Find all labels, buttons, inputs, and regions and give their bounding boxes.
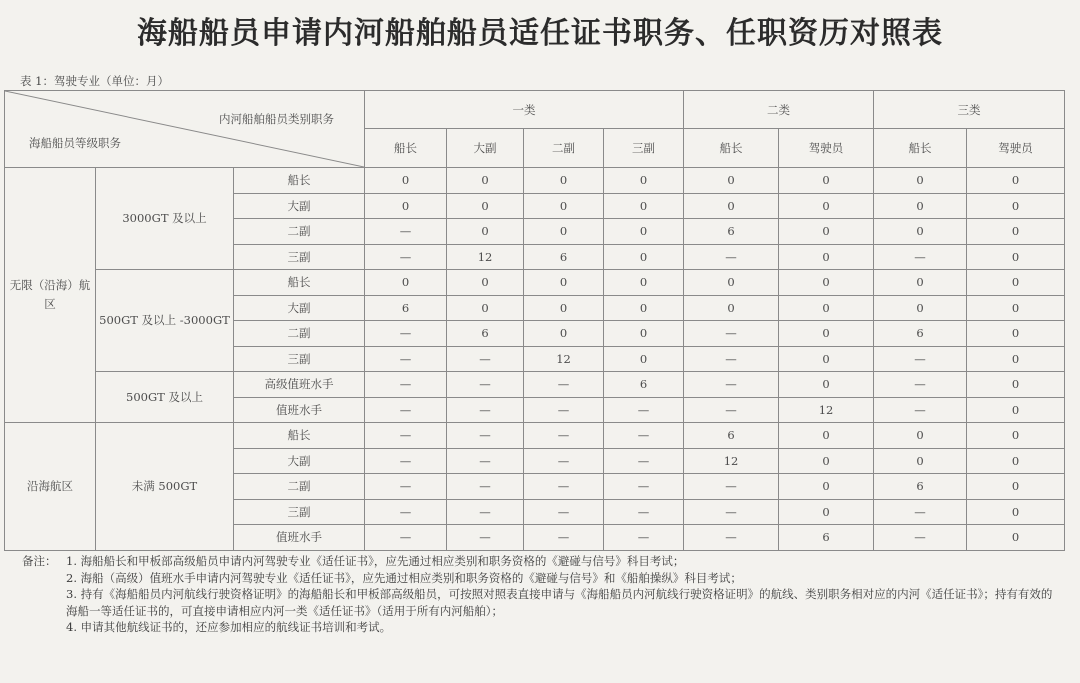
sub-header: 大副	[447, 129, 524, 168]
value-cell: —	[524, 423, 604, 449]
value-cell: 0	[967, 525, 1065, 551]
rank-cell: 船长	[234, 270, 365, 296]
value-cell: 0	[684, 270, 779, 296]
rank-cell: 大副	[234, 193, 365, 219]
value-cell: —	[365, 499, 447, 525]
area-cell: 沿海航区	[5, 423, 96, 551]
value-cell: 0	[524, 193, 604, 219]
value-cell: 0	[967, 270, 1065, 296]
table-row	[5, 372, 1065, 398]
value-cell: 0	[779, 270, 874, 296]
value-cell: 0	[874, 219, 967, 245]
value-cell: 0	[447, 219, 524, 245]
value-cell: 0	[524, 270, 604, 296]
value-cell: —	[365, 244, 447, 270]
value-cell: 0	[779, 372, 874, 398]
value-cell: 0	[779, 295, 874, 321]
value-cell: 0	[874, 193, 967, 219]
value-cell: —	[447, 397, 524, 423]
notes-lead: 备注：	[22, 554, 57, 568]
comparison-table	[4, 90, 1065, 551]
value-cell: —	[604, 397, 684, 423]
value-cell: 6	[874, 474, 967, 500]
value-cell: 0	[684, 193, 779, 219]
value-cell: 0	[604, 270, 684, 296]
value-cell: 0	[524, 321, 604, 347]
value-cell: 0	[779, 244, 874, 270]
value-cell: 0	[447, 193, 524, 219]
value-cell: 0	[779, 321, 874, 347]
value-cell: 0	[967, 346, 1065, 372]
value-cell: 0	[604, 295, 684, 321]
value-cell: —	[684, 525, 779, 551]
diagonal-header-cell	[5, 91, 365, 168]
note-item	[22, 570, 1062, 587]
value-cell: 0	[365, 193, 447, 219]
value-cell: 0	[779, 168, 874, 194]
value-cell: —	[524, 448, 604, 474]
note-text: 2. 海船（高级）值班水手申请内河驾驶专业《适任证书》，应先通过相应类别和职务资格的《避碰与信号》和《船舶操纵》科目考试；	[66, 570, 742, 585]
value-cell: —	[604, 448, 684, 474]
value-cell: —	[684, 321, 779, 347]
rank-cell: 二副	[234, 321, 365, 347]
value-cell: —	[684, 474, 779, 500]
value-cell: 6	[684, 423, 779, 449]
header-row-groups	[5, 91, 1065, 129]
value-cell: —	[684, 397, 779, 423]
value-cell: 0	[779, 219, 874, 245]
value-cell: 0	[967, 499, 1065, 525]
value-cell: 6	[365, 295, 447, 321]
sub-header: 二副	[524, 129, 604, 168]
table-row	[5, 168, 1065, 194]
sub-header: 驾驶员	[779, 129, 874, 168]
rank-cell: 三副	[234, 346, 365, 372]
value-cell: 0	[967, 474, 1065, 500]
value-cell: —	[447, 423, 524, 449]
value-cell: —	[524, 372, 604, 398]
value-cell: 0	[447, 168, 524, 194]
value-cell: 0	[684, 295, 779, 321]
value-cell: 0	[604, 193, 684, 219]
row-header-label: 内河船舶船员类别职务	[219, 112, 335, 126]
value-cell: —	[365, 372, 447, 398]
sub-header: 驾驶员	[967, 129, 1065, 168]
value-cell: —	[447, 499, 524, 525]
value-cell: —	[684, 372, 779, 398]
value-cell: 0	[874, 270, 967, 296]
value-cell: 0	[874, 295, 967, 321]
rank-cell: 二副	[234, 474, 365, 500]
value-cell: 0	[524, 219, 604, 245]
value-cell: 0	[967, 397, 1065, 423]
rank-cell: 大副	[234, 295, 365, 321]
notes-section	[22, 553, 1062, 636]
value-cell: 0	[447, 270, 524, 296]
value-cell: 6	[874, 321, 967, 347]
diagonal-line	[5, 91, 364, 167]
group-header-class-2: 二类	[684, 91, 874, 129]
value-cell: —	[874, 372, 967, 398]
value-cell: 0	[524, 295, 604, 321]
value-cell: —	[874, 397, 967, 423]
value-cell: 12	[524, 346, 604, 372]
rank-cell: 二副	[234, 219, 365, 245]
value-cell: —	[365, 346, 447, 372]
rank-cell: 船长	[234, 423, 365, 449]
value-cell: —	[365, 397, 447, 423]
value-cell: —	[874, 244, 967, 270]
value-cell: —	[524, 474, 604, 500]
value-cell: 0	[967, 295, 1065, 321]
sub-header: 船长	[874, 129, 967, 168]
sub-header: 三副	[604, 129, 684, 168]
value-cell: —	[447, 346, 524, 372]
note-text: 1. 海船船长和甲板部高级船员申请内河驾驶专业《适任证书》，应先通过相应类别和职务资格的《避碰与信号》科目考试；	[66, 554, 685, 568]
value-cell: 0	[365, 270, 447, 296]
value-cell: —	[365, 525, 447, 551]
value-cell: 12	[684, 448, 779, 474]
value-cell: —	[874, 346, 967, 372]
note-item	[22, 553, 1062, 570]
value-cell: 0	[967, 244, 1065, 270]
value-cell: 0	[779, 193, 874, 219]
rank-cell: 高级值班水手	[234, 372, 365, 398]
note-item	[22, 619, 1062, 636]
value-cell: —	[684, 244, 779, 270]
table-row	[5, 423, 1065, 449]
value-cell: —	[684, 346, 779, 372]
value-cell: 0	[604, 168, 684, 194]
group-header-class-1: 一类	[365, 91, 684, 129]
value-cell: 6	[604, 372, 684, 398]
value-cell: 0	[524, 168, 604, 194]
value-cell: —	[365, 448, 447, 474]
value-cell: 0	[604, 321, 684, 347]
value-cell: 0	[967, 321, 1065, 347]
table-row	[5, 270, 1065, 296]
rank-cell: 大副	[234, 448, 365, 474]
value-cell: —	[447, 474, 524, 500]
value-cell: 6	[447, 321, 524, 347]
value-cell: 0	[779, 346, 874, 372]
value-cell: 0	[967, 448, 1065, 474]
value-cell: 0	[967, 423, 1065, 449]
value-cell: 0	[779, 499, 874, 525]
note-item	[22, 586, 1062, 619]
value-cell: 0	[604, 244, 684, 270]
value-cell: —	[365, 219, 447, 245]
value-cell: 0	[604, 219, 684, 245]
value-cell: —	[447, 525, 524, 551]
value-cell: 0	[967, 372, 1065, 398]
tonnage-cell: 3000GT 及以上	[96, 168, 234, 270]
value-cell: 0	[967, 168, 1065, 194]
value-cell: 0	[779, 423, 874, 449]
value-cell: —	[447, 372, 524, 398]
value-cell: 0	[967, 219, 1065, 245]
sub-header: 船长	[684, 129, 779, 168]
rank-cell: 三副	[234, 499, 365, 525]
sub-header: 船长	[365, 129, 447, 168]
value-cell: 6	[524, 244, 604, 270]
value-cell: —	[604, 423, 684, 449]
value-cell: 12	[779, 397, 874, 423]
rank-cell: 值班水手	[234, 525, 365, 551]
value-cell: —	[524, 499, 604, 525]
value-cell: 6	[684, 219, 779, 245]
tonnage-cell: 未满 500GT	[96, 423, 234, 551]
note-text: 3. 持有《海船船员内河航线行驶资格证明》的海船船长和甲板部高级船员，可按照对照表直接申请与《海船船员内河航线行驶资格证明》的航线、类别职务相对应的内河《适任证书》；持有有效的海船一等适任证书的，可直接申请相应内河一类《适任证书》（适用于所有内河船舶）；	[66, 587, 1053, 618]
value-cell: —	[447, 448, 524, 474]
value-cell: —	[365, 423, 447, 449]
value-cell: 0	[365, 168, 447, 194]
value-cell: 12	[447, 244, 524, 270]
value-cell: —	[365, 321, 447, 347]
value-cell: —	[604, 525, 684, 551]
rank-cell: 船长	[234, 168, 365, 194]
note-text: 4. 申请其他航线证书的，还应参加相应的航线证书培训和考试。	[66, 620, 392, 634]
column-header-label: 海船船员等级职务	[29, 136, 121, 150]
rank-cell: 三副	[234, 244, 365, 270]
value-cell: —	[604, 499, 684, 525]
page-title: 海船船员申请内河船舶船员适任证书职务、任职资历对照表	[137, 16, 943, 51]
value-cell: 0	[779, 448, 874, 474]
value-cell: —	[684, 499, 779, 525]
value-cell: —	[524, 397, 604, 423]
value-cell: 0	[967, 193, 1065, 219]
rank-cell: 值班水手	[234, 397, 365, 423]
value-cell: 0	[779, 474, 874, 500]
tonnage-cell: 500GT 及以上	[96, 372, 234, 423]
value-cell: 0	[604, 346, 684, 372]
value-cell: 0	[874, 448, 967, 474]
value-cell: 6	[779, 525, 874, 551]
value-cell: —	[365, 474, 447, 500]
value-cell: 0	[874, 168, 967, 194]
value-cell: 0	[447, 295, 524, 321]
tonnage-cell: 500GT 及以上 -3000GT	[96, 270, 234, 372]
area-cell: 无限（沿海）航区	[5, 168, 96, 423]
value-cell: —	[524, 525, 604, 551]
value-cell: —	[874, 499, 967, 525]
value-cell: 0	[684, 168, 779, 194]
value-cell: —	[604, 474, 684, 500]
value-cell: —	[874, 525, 967, 551]
value-cell: 0	[874, 423, 967, 449]
group-header-class-3: 三类	[874, 91, 1065, 129]
table-caption: 表 1：驾驶专业（单位：月）	[20, 74, 169, 88]
